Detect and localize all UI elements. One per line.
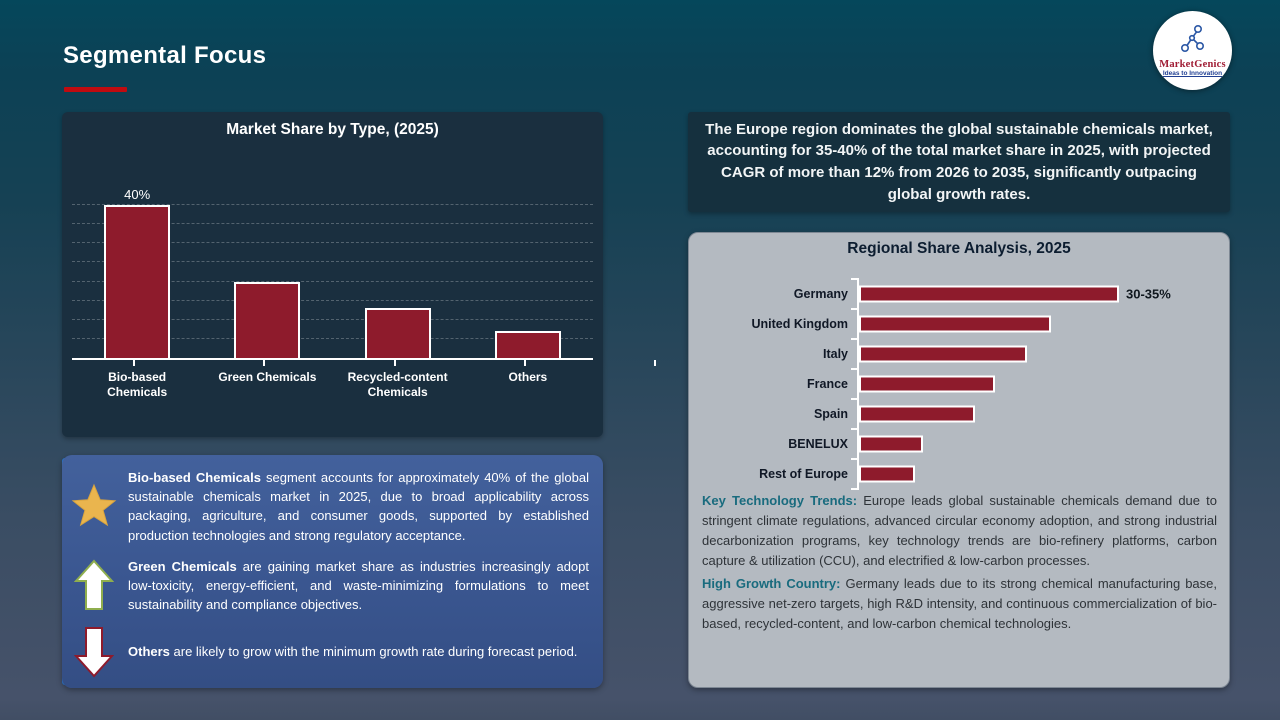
bar-green-chemicals: [234, 282, 300, 358]
regional-chart-title: Regional Share Analysis, 2025: [847, 240, 1071, 257]
logo-tagline: Ideas to Innovation: [1162, 69, 1223, 77]
bar-rest-of-europe: [859, 466, 915, 483]
bar-recycled-content-chemicals: [365, 308, 431, 358]
hbar-row: [701, 339, 1219, 369]
axis-tick: [851, 368, 859, 370]
axis-tick: [654, 360, 656, 366]
vbar-plot-area: [72, 186, 593, 358]
axis-tick: [851, 488, 859, 490]
insight-body: are gaining market share as industries increasingly adopt low-toxicity, energy-efficient, and waste-minimizing formulations to meet sustainability and compliance objectives.: [128, 558, 589, 613]
x-axis-line: [72, 358, 593, 360]
arrow-down-icon: [68, 626, 120, 678]
bar-bio-based-chemicals: [104, 205, 170, 358]
insight-text: [128, 642, 589, 661]
bar-italy: [859, 346, 1027, 363]
logo: [1153, 11, 1232, 90]
bar-track: [859, 279, 1219, 309]
bar-column: [72, 186, 202, 358]
category-label: Recycled-content Chemicals: [347, 370, 448, 399]
bar-spain: [859, 406, 975, 423]
bar-track: [859, 429, 1219, 459]
title-underline: [64, 87, 127, 92]
axis-tick: [263, 360, 265, 366]
axis-tick: [394, 360, 396, 366]
insight-text: [128, 557, 589, 615]
bar-germany: [859, 286, 1119, 303]
insight-row-green: [68, 557, 589, 615]
bar-united-kingdom: [859, 316, 1051, 333]
note-lead: High Growth Country:: [702, 575, 841, 591]
note-body: Europe leads global sustainable chemicals demand due to stringent climate regulations, advanced circular economy adoption, and strong industrial decarbonization programs, key technology trends are bio-refinery platforms, carbon capture & utilization (CCU), and electrified & low-carbon processes.: [702, 493, 1217, 569]
insight-text: [128, 468, 589, 545]
bar-track: [859, 369, 1219, 399]
insight-lead: Bio-based Chemicals: [128, 470, 261, 485]
chart-title: Market Share by Type, (2025): [226, 121, 439, 138]
axis-tick: [851, 428, 859, 430]
bar-benelux: [859, 436, 923, 453]
hbar-row: [701, 309, 1219, 339]
market-share-chart-panel: [62, 112, 603, 437]
europe-summary-text: The Europe region dominates the global sustainable chemicals market, accounting for 35-40% of the total market share in 2025, with projected CAGR of more than 12% from 2026 to 2035, significantly outpacing global growth rates.: [705, 120, 1213, 203]
region-label: France: [807, 377, 848, 391]
note-key-technology-trends: [702, 491, 1217, 572]
regional-share-panel: [688, 232, 1230, 688]
region-label: United Kingdom: [751, 317, 848, 331]
axis-tick: [851, 278, 859, 280]
insight-lead: Others: [128, 644, 170, 660]
region-label: Rest of Europe: [759, 467, 848, 481]
page-title: Segmental Focus: [63, 42, 267, 69]
note-high-growth-country: [702, 574, 1217, 634]
molecule-icon: [1177, 25, 1209, 58]
logo-name: MarketGenics: [1159, 58, 1226, 70]
insight-body: are likely to grow with the minimum growth rate during forecast period.: [169, 644, 578, 660]
note-body: Germany leads due to its strong chemical manufacturing base, aggressive net-zero targets, high R&D intensity, and continuous commercialization of bio-based, recycled-content, and low-carbon chemical technologies.: [702, 575, 1217, 631]
bar-value-label: 30-35%: [1126, 286, 1171, 302]
category-labels: [72, 370, 593, 400]
axis-tick: [851, 308, 859, 310]
region-label: Germany: [793, 287, 848, 301]
category-label: Bio-based Chemicals: [107, 370, 168, 399]
bar-track: [859, 309, 1219, 339]
region-label: Italy: [822, 347, 848, 361]
axis-tick: [524, 360, 526, 366]
hbar-plot-area: [701, 279, 1219, 489]
hbar-row: [701, 369, 1219, 399]
insight-lead: Green Chemicals: [128, 558, 237, 574]
bar-column: [463, 186, 593, 358]
note-lead: Key Technology Trends:: [702, 493, 858, 508]
bar-column: [202, 186, 332, 358]
bar-others: [495, 331, 561, 358]
axis-tick: [851, 458, 859, 460]
hbar-row: [701, 459, 1219, 489]
bar-track: [859, 339, 1219, 369]
regional-notes: [702, 491, 1217, 636]
bar-column: [333, 186, 463, 358]
bar-france: [859, 376, 995, 393]
hbar-row: [701, 399, 1219, 429]
star-icon: [68, 483, 120, 529]
europe-summary-box: [688, 112, 1230, 212]
axis-tick: [851, 398, 859, 400]
hbar-row: [701, 279, 1219, 309]
insight-body: segment accounts for approximately 40% of the global sustainable chemicals market in 2025, due to broad applicability across packaging, agriculture, and consumer goods, supported by established production technologies and strong regulatory acceptance.: [128, 470, 589, 543]
insight-row-others: [68, 626, 589, 678]
category-label: Others: [508, 370, 548, 384]
axis-tick: [133, 360, 135, 366]
bar-value-label: 40%: [124, 187, 151, 203]
bar-track: [859, 399, 1219, 429]
insight-row-bio-based: [68, 468, 589, 545]
hbar-row: [701, 429, 1219, 459]
category-label: Green Chemicals: [218, 370, 317, 384]
bar-track: [859, 459, 1219, 489]
axis-tick: [851, 338, 859, 340]
region-label: BENELUX: [788, 437, 848, 451]
insights-box: [62, 455, 603, 688]
region-label: Spain: [813, 407, 848, 421]
arrow-up-icon: [68, 559, 120, 611]
